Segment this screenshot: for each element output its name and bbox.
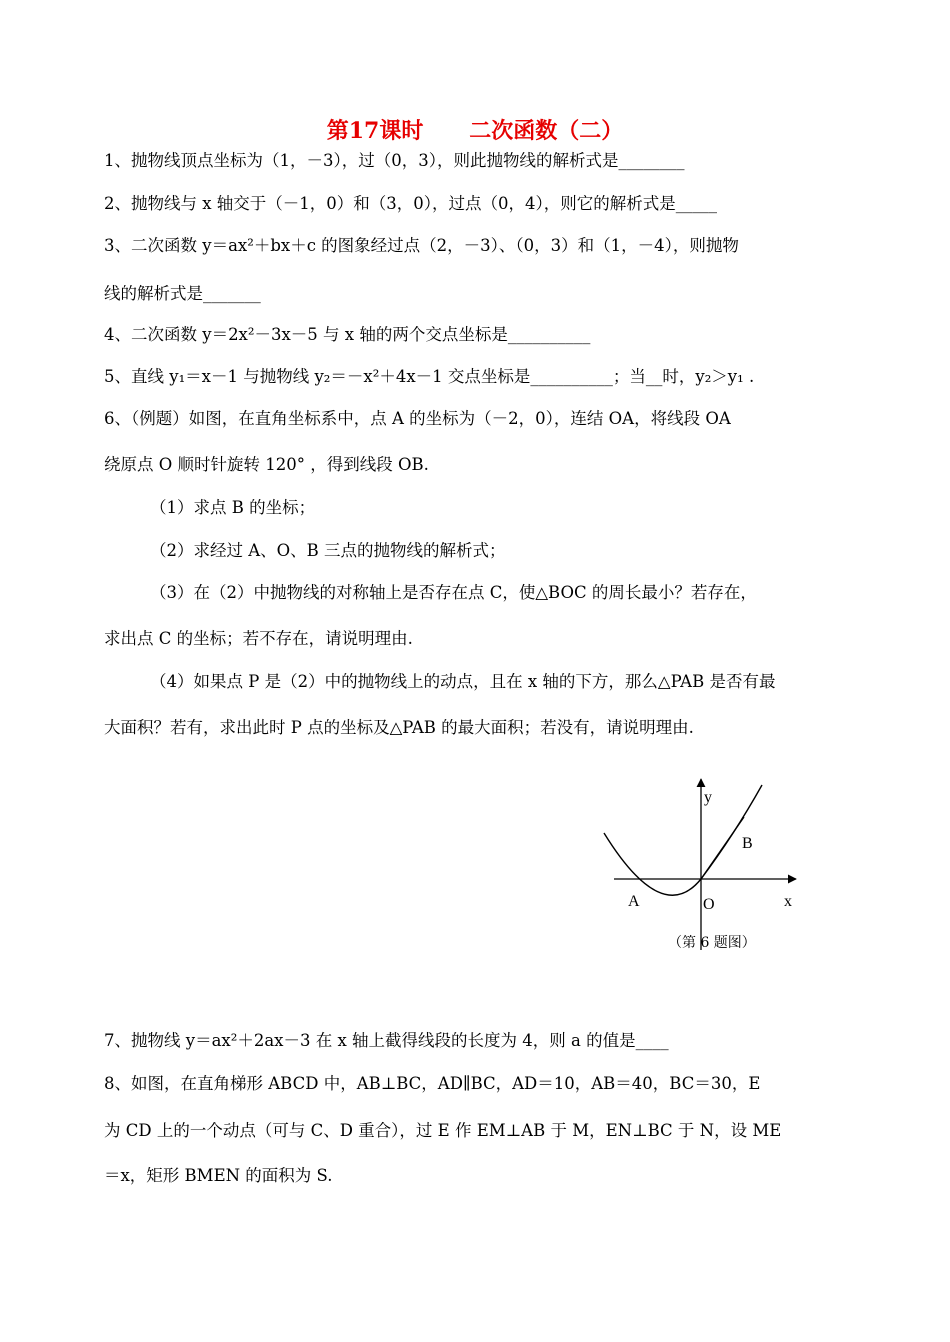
question-6-part-3: （3）在（2）中抛物线的对称轴上是否存在点 C，使△BOC 的周长最小？若存在， [150, 583, 757, 602]
question-6-part-4-cont: 大面积？若有，求出此时 P 点的坐标及△PAB 的最大面积；若没有，请说明理由. [104, 718, 694, 737]
question-8-cont-1: 为 CD 上的一个动点（可与 C、D 重合），过 E 作 EM⊥AB 于 M，EN⊥BC 于 N，设 ME [104, 1121, 782, 1140]
question-6-part-2: （2）求经过 A、O、B 三点的抛物线的解析式； [150, 541, 506, 560]
point-b-label: B [742, 835, 753, 852]
question-7: 7、抛物线 y＝ax²＋2ax－3 在 x 轴上截得线段的长度为 4，则 a 的值是____ [104, 1031, 669, 1050]
point-a-label: A [628, 893, 640, 910]
question-2: 2、抛物线与 x 轴交于（－1，0）和（3，0），过点（0，4），则它的解析式是_____ [104, 194, 718, 213]
question-1: 1、抛物线顶点坐标为（1，－3），过（0，3），则此抛物线的解析式是________ [104, 151, 685, 170]
question-6-part-3-cont: 求出点 C 的坐标；若不存在，请说明理由. [104, 629, 413, 648]
question-6: 6、（例题）如图，在直角坐标系中，点 A 的坐标为（－2，0），连结 OA，将线段 OA [104, 409, 731, 428]
question-8-cont-2: ＝x，矩形 BMEN 的面积为 S. [104, 1166, 333, 1185]
figure-caption: （第 6 题图） [668, 935, 756, 951]
lesson-title: 第17课时 二次函数（二） [326, 118, 624, 144]
question-3: 3、二次函数 y＝ax²＋bx＋c 的图象经过点（2，－3）、（0，3）和（1，－4），则抛物 [104, 236, 739, 255]
x-axis-label: x [784, 893, 792, 910]
question-5: 5、直线 y₁＝x－1 与抛物线 y₂＝－x²＋4x－1 交点坐标是__________；当__时，y₂＞y₁ . [104, 367, 755, 386]
point-o-label: O [703, 896, 715, 913]
question-6-cont: 绕原点 O 顺时针旋转 120° ，得到线段 OB. [104, 455, 429, 474]
question-3-cont: 线的解析式是_______ [104, 284, 261, 303]
question-4: 4、二次函数 y＝2x²－3x－5 与 x 轴的两个交点坐标是__________ [104, 325, 591, 344]
question-8: 8、如图，在直角梯形 ABCD 中，AB⊥BC，AD∥BC，AD＝10，AB＝40，BC＝30，E [104, 1074, 761, 1093]
segment-ob [701, 817, 744, 879]
question-6-part-1: （1）求点 B 的坐标； [150, 498, 316, 517]
y-axis-label: y [704, 789, 712, 806]
question-6-part-4: （4）如果点 P 是（2）中的抛物线上的动点，且在 x 轴的下方，那么△PAB 是否有最 [150, 672, 776, 691]
